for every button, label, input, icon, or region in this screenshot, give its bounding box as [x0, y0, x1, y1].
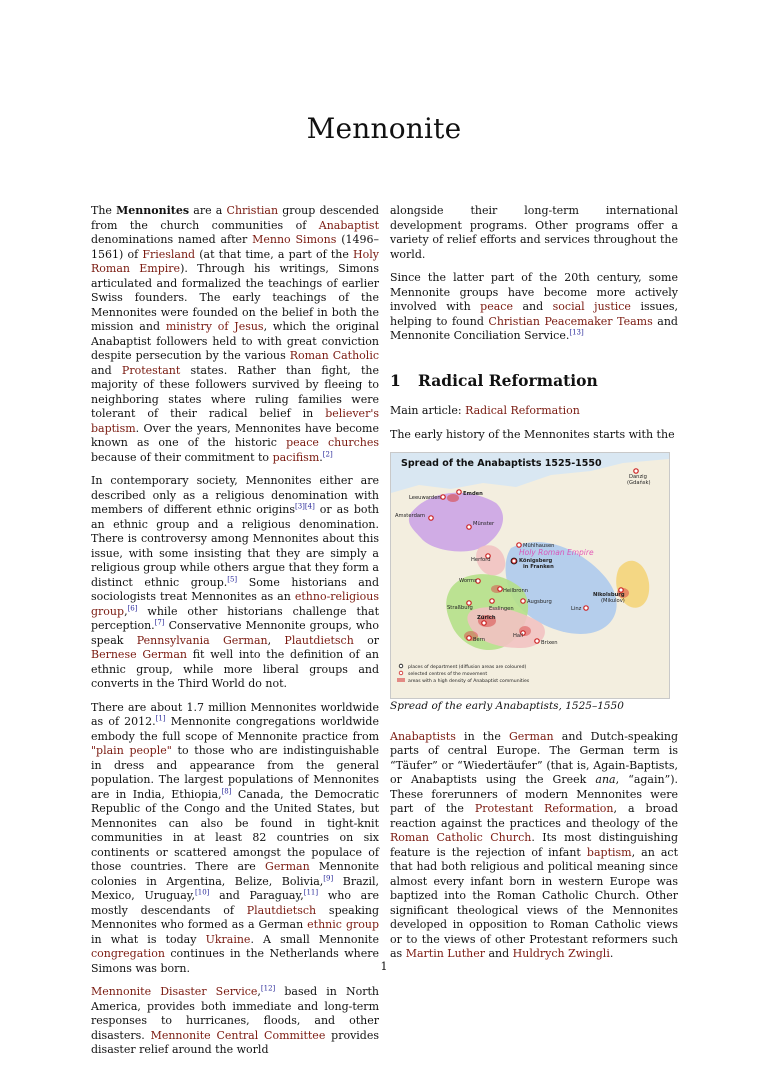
label-worms: Worms — [459, 578, 477, 584]
wiki-link[interactable]: Pennsylvania German — [136, 633, 268, 647]
city-marker-amsterdam — [429, 516, 433, 520]
italic-term: ana — [595, 773, 616, 786]
city-marker-leeuwarden — [441, 495, 445, 499]
bold-term: Mennonites — [116, 204, 190, 217]
text-run: based in North America, provides both immediate and long-term responses to hurricanes, floods, and other disasters. — [91, 985, 379, 1042]
wiki-link[interactable]: believer's baptism — [91, 407, 379, 435]
city-marker-zurich — [482, 621, 486, 625]
section-intro: The early history of the Mennonites starts with the — [390, 427, 675, 441]
text-run: while other historians challenge that perception. — [91, 604, 379, 632]
city-marker-munster — [467, 525, 471, 529]
text-run: Some historians and sociologists treat Mennonites as an — [91, 575, 379, 603]
label-herford: Herford — [471, 557, 491, 563]
left-paragraphs — [91, 204, 379, 1058]
paragraph-population — [91, 701, 379, 977]
wiki-link[interactable]: Bernese German — [91, 648, 187, 661]
text-run: and Mennonite Conciliation Service. — [390, 314, 678, 342]
label-zurich: Zürich — [477, 615, 496, 621]
text-run: , — [124, 604, 128, 618]
text-run: continues in the Netherlands where Simons was born. — [91, 947, 379, 975]
citation-ref[interactable]: [10] — [195, 888, 210, 897]
legend-swatch-3 — [397, 678, 405, 682]
city-marker-bern — [467, 636, 471, 640]
city-marker-augsburg — [521, 599, 525, 603]
wiki-link[interactable]: peace churches — [286, 436, 380, 449]
text-run: There are about 1.7 million Mennonites worldwide as of 2012. — [91, 700, 379, 728]
right-paragraphs-bottom — [390, 730, 678, 962]
legend-marker-2 — [399, 671, 403, 675]
text-run: (1496–1561) of — [91, 233, 379, 261]
text-run: and — [91, 363, 122, 377]
city-marker-linz — [584, 606, 588, 610]
wiki-link[interactable]: Mennonite Disaster Service — [91, 985, 258, 998]
section-number: 1 — [390, 370, 401, 390]
wiki-link[interactable]: Roman Catholic — [289, 349, 379, 362]
map-title: Spread of the Anabaptists 1525-1550 — [401, 458, 602, 469]
wiki-link[interactable]: Huldrych Zwingli — [512, 947, 610, 960]
text-run: Mennonite congregations worldwide embody the full scope of Mennonite practice from — [91, 715, 379, 743]
density-emden — [447, 494, 459, 502]
text-run: . — [609, 947, 614, 960]
main-article-link[interactable]: Radical Reformation — [465, 404, 580, 417]
wiki-link[interactable]: congregation — [91, 947, 165, 960]
text-run: The — [91, 204, 117, 217]
text-run: fit well into the definition of an ethnic group, while more liberal groups and converts in the Third World do not. — [91, 648, 379, 690]
figure — [390, 452, 668, 714]
label-emden: Emden — [463, 491, 483, 497]
citation-ref[interactable]: [2] — [322, 449, 333, 458]
label-konigsberg: Königsberg — [519, 558, 553, 564]
text-run: Canada, the Democratic Republic of the Congo and the United States, but Mennonites can also be found in tight-knit communities in at least 82 countries on six continents or scattered amongst the populace of those countries. There are — [91, 787, 379, 873]
text-run: and Dutch-speaking parts of central Europe. The German term is “Täufer” or “Wiedertäufer” (that is, Again-Baptists, or Anabaptists using the Greek — [390, 729, 678, 786]
wiki-link[interactable]: ministry of Jesus — [165, 320, 264, 333]
text-run: Conservative Mennonite groups, who speak — [91, 619, 379, 647]
text-run: , a broad reaction against the practices and theology of the — [390, 802, 678, 830]
text-run: are a — [189, 204, 227, 217]
text-run: or — [353, 633, 379, 647]
wiki-link[interactable]: ethno-religious group — [91, 590, 379, 618]
wiki-link[interactable]: Protestant — [121, 363, 181, 377]
legend-marker-1 — [399, 664, 403, 668]
text-run: in what is today — [91, 932, 206, 946]
page-number: 1 — [380, 960, 388, 973]
citation-ref[interactable]: [11] — [303, 888, 319, 897]
citation-ref[interactable]: [1] — [155, 714, 166, 723]
text-run: who are mostly descendants of — [91, 889, 379, 917]
legend-text-2: selected centres of the movement — [408, 672, 488, 677]
citation-ref[interactable]: [13] — [569, 328, 584, 337]
map-svg — [391, 453, 669, 698]
citation-ref[interactable]: [7] — [154, 618, 165, 627]
text-run: . A small Mennonite — [250, 932, 379, 946]
label-hre: Holy Roman Empire — [519, 548, 594, 557]
city-marker-brixen — [535, 639, 539, 643]
main-article-prefix: Main article: — [390, 404, 466, 417]
wiki-link[interactable]: Anabaptists — [390, 729, 456, 743]
wiki-link[interactable]: Plautdietsch — [284, 633, 354, 647]
text-run: or as both an ethnic group and a religious denomination. There is controversy among Mennonites about this issue, with some insisting that they are simply a religious group while others argue that they form a distinct ethnic group. — [91, 503, 379, 589]
paragraph-anabaptist-origins — [390, 730, 678, 962]
citation-ref[interactable]: [12] — [260, 984, 276, 993]
label-linz: Linz — [571, 606, 582, 612]
anabaptist-map[interactable] — [390, 452, 670, 699]
paragraph-disaster-service — [91, 985, 379, 1058]
city-marker-emden — [457, 490, 461, 494]
label-muhlhausen: Mühlhausen — [523, 543, 555, 549]
page-title: Mennonite — [306, 112, 462, 145]
text-run: and Paraguay, — [209, 889, 304, 902]
text-run: in the — [455, 729, 509, 743]
text-run: Brazil, Mexico, Uruguay, — [91, 874, 379, 902]
wiki-link[interactable]: Menno Simons — [252, 233, 337, 246]
city-marker-danzig — [634, 469, 638, 473]
city-marker-muhlhausen — [517, 543, 521, 547]
text-run: speaking Mennonites who formed as a German — [91, 903, 379, 931]
wiki-link[interactable]: Mennonite Central Committee — [150, 1028, 326, 1042]
text-run: ). Through his writings, Simons articulated and formalized the teachings of earlier Swiss founders. The early teachings of the Mennonites were founded on the belief in both the mission and — [91, 262, 379, 333]
label-danzig: Danzig — [629, 474, 647, 480]
wiki-link[interactable]: baptism — [586, 845, 632, 859]
text-run: provides disaster relief around the world — [91, 1028, 380, 1056]
right-column — [390, 204, 678, 971]
label-leeuwarden: Leeuwarden — [409, 495, 441, 501]
text-run: In contemporary society, Mennonites either are described only as a religious denomination with members of different ethnic origins — [91, 474, 379, 516]
text-run: issues, helping to found — [390, 300, 678, 328]
label-gdansk: (Gdańsk) — [627, 480, 651, 486]
text-run: , — [267, 633, 285, 647]
wiki-link[interactable]: Martin Luther — [405, 947, 485, 960]
citation-ref[interactable]: [3][4] — [295, 502, 315, 511]
left-column — [91, 204, 379, 1067]
wiki-link[interactable]: "plain people" — [91, 744, 172, 757]
label-bern: Bern — [473, 637, 486, 643]
label-amsterdam: Amsterdam — [395, 513, 426, 519]
text-run: because of their commitment to — [91, 450, 273, 464]
figure-caption: Spread of the early Anabaptists, 1525–1550 — [390, 700, 624, 712]
paragraph-ethnic-identity — [91, 474, 379, 692]
text-run: Mennonite colonies in Argentina, Belize, Bolivia, — [91, 860, 379, 888]
citation-ref[interactable]: [6] — [127, 603, 138, 612]
wiki-link[interactable]: German — [509, 729, 554, 743]
label-nikolsburg: Nikolsburg — [593, 592, 625, 598]
text-run: , “again”). These forerunners of modern Mennonites were part of the — [390, 773, 679, 815]
section-title: Radical Reformation — [418, 370, 598, 390]
legend-text-1: places of department (diffusion areas are coloured) — [408, 665, 527, 670]
wiki-link[interactable]: pacifism — [272, 450, 320, 464]
text-run: . Over the years, Mennonites have become known as one of the historic — [91, 421, 379, 449]
text-run: and — [484, 947, 513, 960]
wiki-link[interactable]: Protestant Reformation — [474, 802, 614, 815]
citation-ref[interactable]: [8] — [221, 786, 232, 795]
city-marker-konigsberg — [512, 559, 516, 563]
label-strassburg: Straßburg — [447, 605, 473, 611]
label-hall: Hall — [513, 633, 523, 639]
paragraph-peacemakers — [390, 271, 678, 344]
paragraph-intro — [91, 204, 379, 465]
wiki-link[interactable]: Holy Roman Empire — [91, 247, 379, 275]
wiki-link[interactable]: Friesland — [142, 247, 196, 261]
text-run: Since the latter part of the 20th century, some Mennonite groups have become more actively involved with — [390, 271, 678, 313]
city-marker-heilbronn — [498, 587, 502, 591]
wiki-link[interactable]: Christian Peacemaker Teams — [488, 314, 653, 328]
text-run: group descended from the church communities of — [91, 204, 380, 232]
text-run: . Its most distinguishing feature is the rejection of infant — [390, 831, 678, 859]
label-augsburg: Augsburg — [527, 599, 552, 605]
citation-ref[interactable]: [9] — [323, 873, 334, 882]
text-run: states. Rather than fight, the majority of these followers survived by fleeing to neighboring states where ruling families were tolerant of their radical belief in — [91, 363, 379, 420]
text-run: , — [257, 985, 261, 998]
wiki-link[interactable]: social justice — [552, 300, 631, 313]
label-munster: Münster — [473, 521, 495, 527]
paragraph-development-programs — [390, 204, 678, 262]
wiki-link[interactable]: Anabaptist — [318, 218, 379, 232]
text-run: , an act that had both religious and political meaning since almost every infant born in western Europe was baptized into the Roman Catholic Church. Other significant theological views of the Mennonites developed in opposition to Roman Catholic views or to the views of other Protestant reformers such as — [390, 845, 678, 960]
label-brixen: Brixen — [541, 640, 558, 646]
text-run: alongside their long-term international development programs. Other programs offer a variety of relief efforts and services throughout the world. — [390, 204, 678, 261]
text-run: denominations named after — [91, 233, 253, 246]
text-run: , which the original Anabaptist followers held to with great conviction despite persecution by the various — [91, 320, 379, 362]
right-paragraphs-top — [390, 204, 678, 344]
text-run: to those who are indistinguishable in dress and appearance from the general population. The largest populations of Mennonites are in India, Ethiopia, — [91, 744, 379, 801]
text-run: (at that time, a part of the — [195, 247, 354, 261]
wiki-link[interactable]: ethnic group — [307, 918, 379, 931]
text-run: and — [512, 300, 553, 313]
wiki-link[interactable]: Plautdietsch — [246, 903, 317, 917]
label-mikulov: (Mikulov) — [601, 598, 625, 604]
main-article-note — [390, 404, 678, 419]
section-heading — [390, 370, 678, 390]
wiki-link[interactable]: Christian — [226, 204, 279, 217]
wiki-link[interactable]: German — [265, 860, 310, 873]
label-heilbronn: Heilbronn — [503, 588, 529, 594]
legend-text-3: areas with a high density of Anabaptist communities — [408, 679, 530, 684]
citation-ref[interactable]: [5] — [227, 574, 238, 583]
city-marker-esslingen — [490, 599, 494, 603]
wiki-link[interactable]: peace — [480, 300, 513, 313]
text-run: . — [319, 450, 323, 464]
wiki-link[interactable]: Ukraine — [205, 932, 251, 946]
label-in-franken: in Franken — [523, 564, 554, 570]
label-esslingen: Esslingen — [489, 606, 514, 612]
wiki-link[interactable]: Roman Catholic Church — [390, 831, 532, 844]
